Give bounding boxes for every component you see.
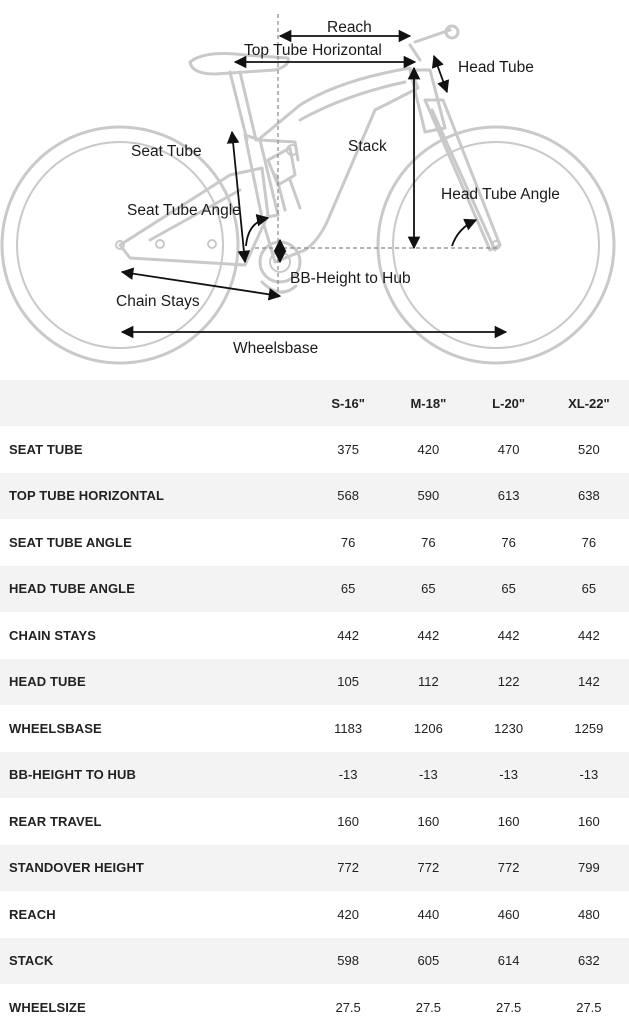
table-row [0, 659, 629, 706]
table-cell: 112 [418, 674, 439, 690]
table-cell: 590 [417, 488, 440, 504]
table-cell: 142 [578, 674, 600, 690]
table-cell: 65 [340, 581, 356, 597]
table-row [0, 566, 629, 613]
label-head-tube-angle: Head Tube Angle [441, 186, 560, 203]
table-cell: 76 [421, 534, 436, 550]
table-cell: 799 [578, 860, 600, 876]
row-label: SEAT TUBE ANGLE [9, 534, 132, 550]
table-row [0, 426, 629, 473]
table-cell: 772 [337, 860, 359, 876]
table-cell: 632 [578, 953, 600, 969]
table-cell: 460 [497, 906, 520, 922]
table-row [0, 705, 629, 752]
row-label: WHEELSBASE [9, 720, 102, 736]
label-seat-tube-angle: Seat Tube Angle [127, 202, 241, 219]
row-label: BB-HEIGHT TO HUB [9, 767, 137, 783]
label-reach: Reach [327, 19, 372, 36]
table-cell: 772 [417, 860, 440, 876]
table-cell: -13 [499, 767, 519, 783]
table-cell: 27.5 [495, 999, 522, 1015]
table-cell: 76 [501, 534, 516, 550]
table-cell: 442 [578, 627, 600, 643]
table-row [0, 938, 629, 985]
row-label: HEAD TUBE [9, 674, 86, 690]
table-row [0, 984, 629, 1031]
table-cell: 420 [417, 441, 440, 457]
table-row [0, 473, 629, 520]
header-size-m: M-18" [388, 380, 468, 426]
row-label: STANDOVER HEIGHT [9, 860, 144, 876]
front-wheel-rim [393, 142, 599, 348]
table-cell: 442 [497, 627, 520, 643]
table-cell: 614 [497, 953, 520, 969]
table-row [0, 798, 629, 845]
table-cell: 122 [497, 674, 520, 690]
table-cell: 568 [337, 488, 359, 504]
label-head-tube: Head Tube [458, 59, 534, 76]
bike-geometry-diagram [0, 0, 629, 372]
table-cell: 160 [497, 813, 520, 829]
table-row [0, 752, 629, 799]
table-cell: 613 [497, 488, 520, 504]
table-cell: 105 [337, 674, 359, 690]
table-cell: 27.5 [335, 999, 361, 1015]
table-cell: 76 [581, 534, 597, 550]
table-cell: 480 [578, 906, 600, 922]
table-cell: 638 [578, 488, 600, 504]
table-cell: 27.5 [576, 999, 602, 1015]
table-header-row [0, 380, 629, 426]
table-cell: 442 [417, 627, 440, 643]
label-seat-tube: Seat Tube [131, 143, 202, 160]
table-cell: 605 [417, 953, 440, 969]
table-row [0, 519, 629, 566]
row-label: CHAIN STAYS [9, 627, 97, 643]
header-size-xl: XL-22" [549, 380, 629, 426]
row-label: SEAT TUBE [9, 441, 83, 457]
table-cell: 420 [337, 906, 359, 922]
label-wheelsbase: Wheelsbase [233, 340, 319, 357]
row-label: REACH [9, 906, 56, 922]
header-size-l: L-20" [469, 380, 549, 426]
row-label: TOP TUBE HORIZONTAL [9, 488, 165, 504]
table-row [0, 612, 629, 659]
table-cell: 375 [337, 441, 359, 457]
table-cell: -13 [338, 767, 358, 783]
row-label: WHEELSIZE [9, 999, 86, 1015]
table-cell: 1183 [334, 720, 363, 736]
header-size-s: S-16" [308, 380, 388, 426]
table-cell: 65 [421, 581, 436, 597]
header-blank [0, 380, 308, 426]
stem [410, 30, 450, 60]
table-cell: 65 [501, 581, 516, 597]
geometry-table [0, 380, 629, 1031]
table-cell: -13 [418, 767, 438, 783]
table-cell: 76 [340, 534, 356, 550]
table-cell: 520 [578, 441, 600, 457]
table-cell: 442 [337, 627, 359, 643]
table-cell: -13 [579, 767, 599, 783]
row-label: REAR TRAVEL [9, 813, 102, 829]
table-cell: 470 [497, 441, 520, 457]
table-cell: 1230 [494, 720, 524, 736]
row-label: STACK [9, 953, 54, 969]
table-cell: 1206 [413, 720, 443, 736]
label-top-tube-horizontal: Top Tube Horizontal [244, 42, 382, 59]
table-cell: 160 [417, 813, 440, 829]
table-row [0, 891, 629, 938]
table-cell: 27.5 [415, 999, 442, 1015]
table-cell: 1259 [574, 720, 604, 736]
label-stack: Stack [348, 138, 387, 155]
label-chain-stays: Chain Stays [116, 293, 200, 310]
table-cell: 65 [581, 581, 597, 597]
head-tube-angle-arc [452, 220, 476, 246]
table-cell: 772 [497, 860, 520, 876]
label-bb-height-to-hub: BB-Height to Hub [290, 270, 411, 287]
seatpost [230, 72, 256, 140]
table-cell: 160 [337, 813, 359, 829]
table-cell: 440 [417, 906, 440, 922]
head-tube-arrow [434, 56, 447, 92]
table-row [0, 845, 629, 892]
row-label: HEAD TUBE ANGLE [9, 581, 135, 597]
table-cell: 598 [337, 953, 359, 969]
table-cell: 160 [578, 813, 600, 829]
